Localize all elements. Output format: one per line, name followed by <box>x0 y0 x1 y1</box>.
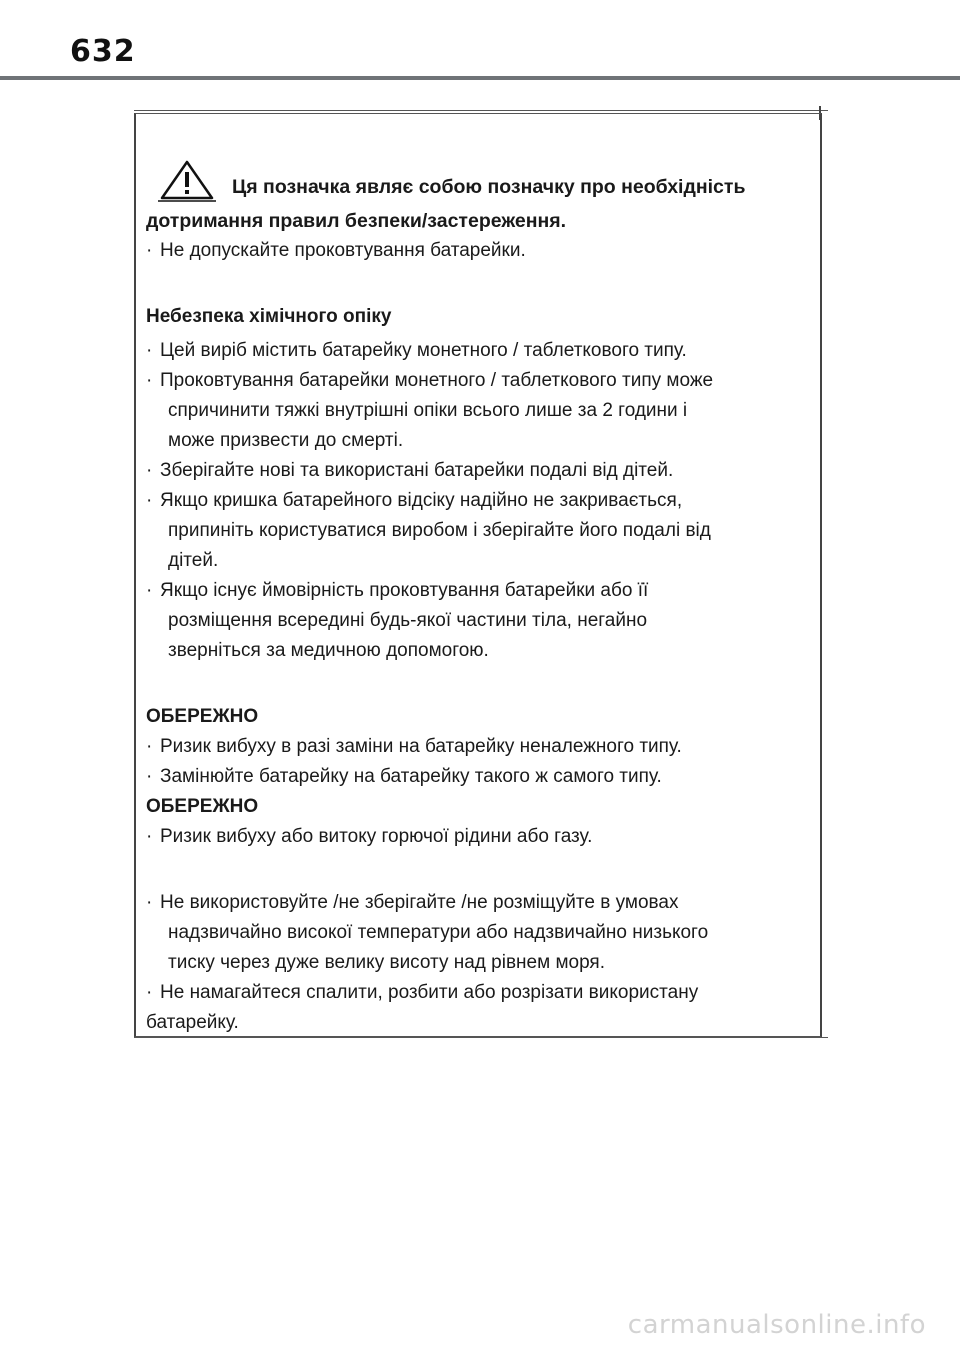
bullet-continuation: спричинити тяжкі внутрішні опіки всього лише за 2 години і <box>168 400 688 421</box>
section-heading-chemical: Небезпека хімічного опіку <box>146 306 392 327</box>
section-heading-caution: ОБЕРЕЖНО <box>146 706 259 727</box>
bullet-mark: · <box>146 340 153 361</box>
safety-notice-content <box>146 160 810 1038</box>
bullet-text: Якщо існує ймовірність проковтування батарейки або її <box>160 580 649 601</box>
list-item <box>146 762 810 792</box>
bullet-mark: · <box>146 490 153 511</box>
bullet-mark: · <box>146 370 153 391</box>
bullet-mark: · <box>146 982 153 1003</box>
bullet-text: Якщо кришка батарейного відсіку надійно не закривається, <box>160 490 683 511</box>
bullet-text: Замінюйте батарейку на батарейку такого ж самого типу. <box>160 766 662 787</box>
bullet-text: Ризик вибуху в разі заміни на батарейку неналежного типу. <box>160 736 682 757</box>
bullet-continuation: може призвести до смерті. <box>168 430 404 451</box>
list-item <box>146 576 810 606</box>
bullet-text: Проковтування батарейки монетного / таблеткового типу може <box>160 370 714 391</box>
bullet-continuation: дітей. <box>168 550 219 571</box>
bullet-continuation: надзвичайно високої температури або надзвичайно низького <box>168 922 709 943</box>
list-item <box>146 822 810 852</box>
bullet-continuation: батарейку. <box>146 1012 239 1033</box>
list-item <box>146 888 810 918</box>
bullet-continuation: розміщення всередині будь-якої частини тіла, негайно <box>168 610 648 631</box>
section-heading-caution: ОБЕРЕЖНО <box>146 796 259 817</box>
bullet-continuation: припиніть користуватися виробом і зберігайте його подалі від <box>168 520 711 541</box>
list-item <box>146 486 810 516</box>
warning-triangle-icon <box>158 160 216 202</box>
list-item <box>146 336 810 366</box>
bullet-text: Не допускайте проковтування батарейки. <box>160 240 526 261</box>
bullet-mark: · <box>146 460 153 481</box>
warning-intro-line1: Ця позначка являє собою позначку про необхідність <box>232 176 746 198</box>
bullet-mark: · <box>146 580 153 601</box>
bullet-text: Не використовуйте /не зберігайте /не розміщуйте в умовах <box>160 892 679 913</box>
bullet-mark: · <box>146 736 153 757</box>
bullet-mark: · <box>146 826 153 847</box>
warning-intro <box>146 160 810 202</box>
page-number: 632 <box>70 34 136 69</box>
list-item <box>146 978 810 1008</box>
box-top-rule <box>134 110 828 111</box>
bullet-text: Ризик вибуху або витоку горючої рідини або газу. <box>160 826 593 847</box>
bullet-continuation: зверніться за медичною допомогою. <box>168 640 489 661</box>
bullet-text: Зберігайте нові та використані батарейки подалі від дітей. <box>160 460 674 481</box>
list-item <box>146 732 810 762</box>
list-item <box>146 236 810 266</box>
list-item <box>146 366 810 396</box>
bullet-mark: · <box>146 766 153 787</box>
bullet-mark: · <box>146 892 153 913</box>
bullet-text: Цей виріб містить батарейку монетного / таблеткового типу. <box>160 340 687 361</box>
watermark: carmanualsonline.info <box>627 1310 926 1340</box>
header-rule <box>0 76 960 80</box>
bullet-continuation: тиску через дуже велику висоту над рівнем моря. <box>168 952 605 973</box>
list-item <box>146 456 810 486</box>
bullet-text: Не намагайтеся спалити, розбити або розрізати використану <box>160 982 699 1003</box>
bullet-mark: · <box>146 240 153 261</box>
warning-intro-line2: дотримання правил безпеки/застереження. <box>146 210 567 232</box>
